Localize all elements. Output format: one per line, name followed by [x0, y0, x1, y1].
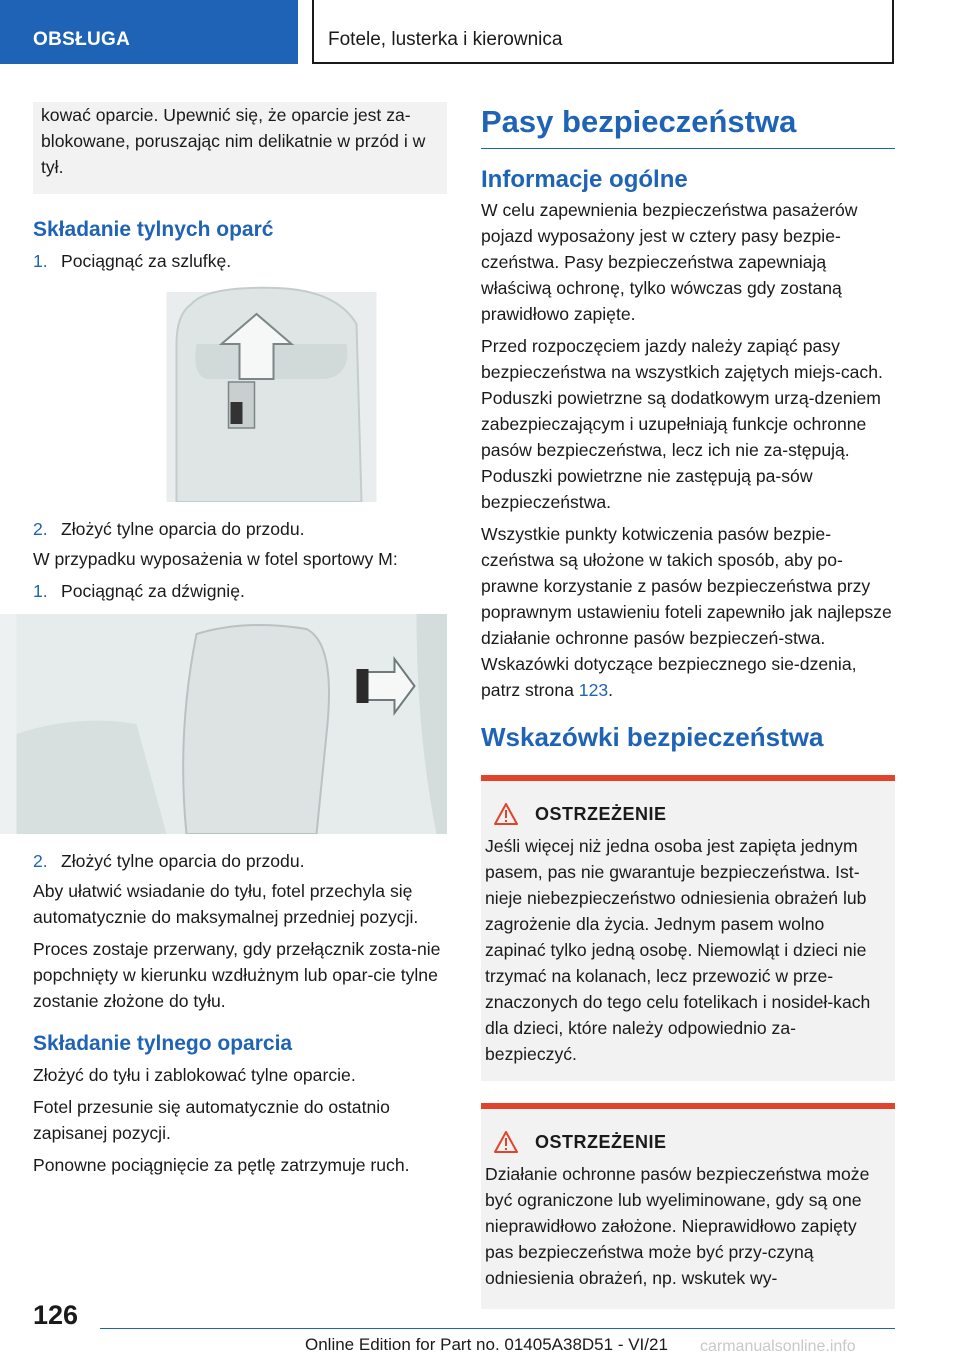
- step-item: [33, 248, 447, 274]
- footer-edition: Online Edition for Part no. 01405A38D51 - VI/21: [305, 1335, 668, 1354]
- step-number: 2.: [33, 519, 48, 539]
- warning-box: [481, 1103, 895, 1309]
- heading-fold-rear-backrests: Składanie tylnych oparć: [33, 218, 274, 241]
- sport-seat-lever-illustration: [0, 614, 447, 834]
- general-info-paragraph-1: W celu zapewnienia bezpieczeństwa pasażerów pojazd wyposażony jest w cztery pasy bezpie-czeństwa. Pasy bezpieczeństwa zapewniają właściwą ochronę, tylko wówczas gdy zostaną prawidłowo zapięte.: [481, 200, 858, 324]
- step-item: [33, 848, 447, 874]
- section-title-seat-belts: Pasy bezpieczeństwa: [481, 102, 895, 149]
- paragraph-text: Wszystkie punkty kotwiczenia pasów bezpie-czeństwa są ułożone w takich sposób, aby po-prawne korzystanie z pasów bezpieczeństwa przy poprawnym ustawieniu foteli zapewniło jak najlepsze działanie ochronne pasów bezpieczeń-stwa. Wskazówki dotyczące bezpiecznego sie-dzenia, patrz strona: [481, 524, 892, 700]
- seat-moves-text: Fotel przesunie się automatycznie do ostatnio zapisanej pozycji.: [33, 1097, 390, 1143]
- page-number: 126: [33, 1300, 79, 1330]
- warning-body: Jeśli więcej niż jedna osoba jest zapięta jednym pasem, pas nie gwarantuje bezpieczeństwa. Ist-nieje niebezpieczeństwo odniesienia obrażeń lub zagrożenie dla życia. Jednym pasem wolno zapinać tylko jedną osobę. Niemowląt i dzieci nie trzymać na kolanach, lecz przewozić w prze-znaczonych do tego celu fotelikach i nosideł-kach dla dzieci, które należy odpowiednio za-bezpieczyć.: [485, 836, 871, 1064]
- watermark: carmanualsonline.info: [700, 1338, 856, 1355]
- heading-fold-rear-backrest: Składanie tylnego oparcia: [33, 1032, 293, 1055]
- step-number: 2.: [33, 851, 48, 871]
- right-column: [481, 102, 895, 1321]
- fold-back-text: Złożyć do tyłu i zablokować tylne oparcie.: [33, 1065, 356, 1085]
- process-interrupted-text: Proces zostaje przerwany, gdy przełącznik zosta-nie popchnięty w kierunku wzdłużnym lub opar-cie tylne zostanie złożone do tyłu.: [33, 939, 441, 1011]
- pull-loop-stops-text: Ponowne pociągnięcie za pętlę zatrzymuje ruch.: [33, 1155, 410, 1175]
- header-section-tab: OBSŁUGA: [0, 0, 298, 64]
- warning-box: [481, 775, 895, 1081]
- paragraph-end: .: [608, 680, 614, 700]
- step-text: Pociągnąć za szlufkę.: [61, 251, 232, 271]
- warning-title: OSTRZEŻENIE: [535, 1132, 667, 1152]
- easy-entry-text: Aby ułatwić wsiadanie do tyłu, fotel przechyla się automatycznie do maksymalnej przedniej pozycji.: [33, 881, 419, 927]
- step-number: 1.: [33, 251, 48, 271]
- step-item: [33, 516, 447, 542]
- continued-note-box: [33, 102, 447, 194]
- step-text: Pociągnąć za dźwignię.: [61, 581, 245, 601]
- warning-title: OSTRZEŻENIE: [535, 804, 667, 824]
- general-info-paragraph-3: [481, 521, 895, 703]
- continued-note-text: kować oparcie. Upewnić się, że oparcie jest za-blokowane, poruszając nim delikatnie w przód i w tył.: [41, 105, 426, 177]
- step-text: Złożyć tylne oparcia do przodu.: [61, 851, 305, 871]
- header-chapter-title: Fotele, lusterka i kierownica: [312, 0, 894, 64]
- footer-divider: [100, 1328, 895, 1329]
- warning-header: [481, 801, 883, 827]
- heading-safety-notes: Wskazówki bezpieczeństwa: [481, 722, 824, 752]
- warning-triangle-icon: [493, 1130, 519, 1154]
- step-number: 1.: [33, 581, 48, 601]
- seat-loop-illustration: [0, 284, 447, 502]
- heading-general-info: Informacje ogólne: [481, 166, 688, 193]
- sport-seat-intro: W przypadku wyposażenia w fotel sportowy M:: [33, 549, 398, 569]
- warning-body: Działanie ochronne pasów bezpieczeństwa może być ograniczone lub wyeliminowane, gdy są one nieprawidłowo założone. Nieprawidłowo zapięty pas bezpieczeństwa może być przy-czyną odniesienia obrażeń, np. wskutek wy-: [485, 1164, 870, 1288]
- general-info-paragraph-2: Przed rozpoczęciem jazdy należy zapiąć pasy bezpieczeństwa na wszystkich zajętych miejs-cach. Poduszki powietrzne są dodatkowym urzą-dzeniem zabezpieczającym i uzupełniają funkcje ochronne pasów bezpieczeństwa, lecz ich nie za-stępują. Poduszki powietrzne nie zastępują pa-sów bezpieczeństwa.: [481, 336, 883, 512]
- step-item: [33, 578, 447, 604]
- step-text: Złożyć tylne oparcia do przodu.: [61, 519, 305, 539]
- warning-header: [481, 1129, 883, 1155]
- left-column: [33, 102, 447, 1184]
- page-reference-link[interactable]: 123: [578, 680, 609, 700]
- warning-triangle-icon: [493, 802, 519, 826]
